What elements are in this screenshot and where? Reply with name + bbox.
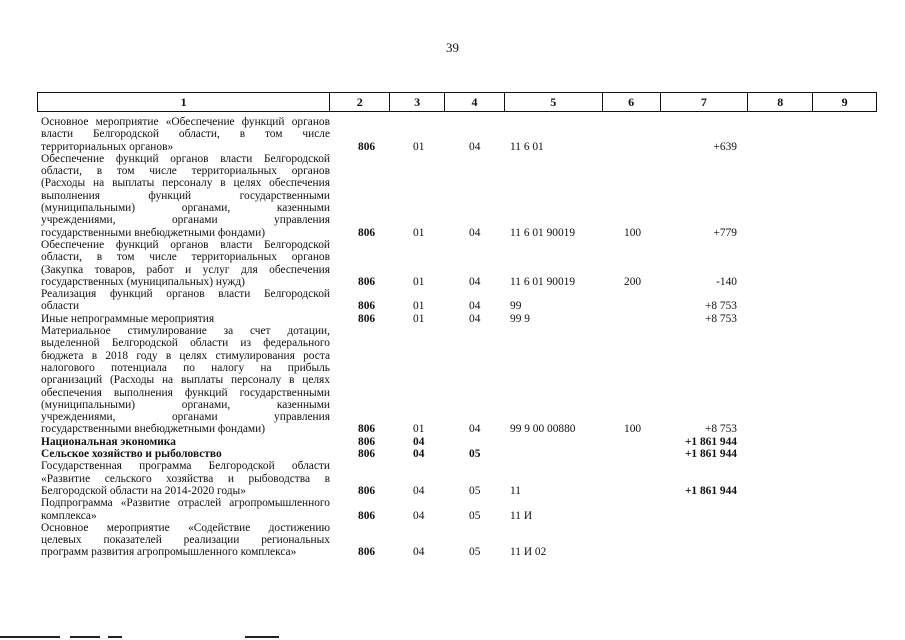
cell-c2: 806 — [358, 448, 376, 461]
description-line: (муниципальными) органами, казенными — [41, 398, 330, 411]
description-line: организаций (Расходы на выплаты персоналу в целях — [41, 374, 330, 387]
scan-artifact — [0, 636, 60, 638]
page-number: 39 — [446, 40, 459, 55]
description-line: Реализация функций органов власти Белгородской — [41, 288, 330, 301]
cell-c7: +1 861 944 — [684, 484, 737, 497]
description-line: выделенной Белгородской области из федерального — [41, 337, 330, 350]
description-line: Материальное стимулирование за счет дотации, — [41, 325, 330, 338]
cell-c3: 04 — [413, 484, 425, 497]
table-row — [0, 497, 905, 522]
description-line: (муниципальными) органами, казенными — [41, 202, 330, 215]
description-line: области — [41, 300, 80, 313]
table-row — [0, 522, 905, 559]
cell-c7: +1 861 944 — [684, 435, 737, 448]
description-line: территориальных органов» — [41, 140, 174, 153]
table-header — [37, 92, 877, 112]
cell-c5: 11 — [510, 484, 521, 497]
cell-c3: 01 — [413, 275, 425, 288]
description-line: Обеспечение функций органов власти Белгородской — [41, 238, 330, 251]
description-line: выполнения функций государственными — [41, 189, 330, 202]
header-col-3: 3 — [390, 93, 445, 111]
description-line: Сельское хозяйство и рыболовство — [41, 448, 222, 461]
description-line: области, в том числе территориальных органов — [41, 165, 330, 178]
cell-c5: 99 — [510, 300, 522, 313]
table-body — [0, 116, 905, 559]
cell-c4: 05 — [469, 448, 481, 461]
description-line: Основное мероприятие «Содействие достижению — [41, 521, 330, 534]
cell-c7: +1 861 944 — [684, 448, 737, 461]
description-line: бюджета в 2018 году в целях стимулирования роста — [41, 349, 330, 362]
description-line: Белгородской области на 2014-2020 годы» — [41, 484, 246, 497]
table-row — [0, 436, 905, 448]
header-col-1: 1 — [38, 93, 330, 111]
cell-c5: 11 И 02 — [510, 546, 547, 559]
cell-c5: 99 9 00 00880 — [510, 423, 576, 436]
table-row — [0, 153, 905, 239]
scan-artifact — [245, 636, 279, 638]
cell-c7: -140 — [716, 275, 737, 288]
cell-c4: 04 — [469, 226, 481, 239]
cell-c7: +8 753 — [704, 300, 737, 313]
header-col-2: 2 — [330, 93, 390, 111]
cell-c4: 04 — [469, 423, 481, 436]
description-line: целевых показателей реализации региональных — [41, 534, 330, 547]
cell-c2: 806 — [358, 226, 376, 239]
description-line: (Закупка товаров, работ и услуг для обеспечения — [41, 263, 330, 276]
cell-c5: 11 6 01 90019 — [510, 226, 576, 239]
row-description — [41, 448, 330, 460]
description-line: Подпрограмма «Развитие отраслей агропромышленного — [41, 497, 330, 510]
row-description — [41, 116, 330, 153]
description-line: Государственная программа Белгородской области — [41, 460, 330, 473]
cell-c3: 01 — [413, 140, 425, 153]
row-description — [41, 239, 330, 288]
description-line: программ развития агропромышленного комплекса» — [41, 546, 297, 559]
cell-c2: 806 — [358, 509, 376, 522]
cell-c7: +779 — [713, 226, 737, 239]
description-line: области, в том числе территориальных органов — [41, 251, 330, 264]
cell-c2: 806 — [358, 140, 376, 153]
description-line: учреждениями, органами управления — [41, 411, 330, 424]
header-col-4: 4 — [445, 93, 505, 111]
description-line: комплекса» — [41, 509, 97, 522]
cell-c4: 04 — [469, 275, 481, 288]
cell-c4: 05 — [469, 546, 481, 559]
table-row — [0, 239, 905, 288]
table-row — [0, 448, 905, 460]
cell-c3: 01 — [413, 300, 425, 313]
cell-c3: 04 — [413, 435, 425, 448]
cell-c6: 200 — [624, 275, 642, 288]
cell-c2: 806 — [358, 300, 376, 313]
cell-c2: 806 — [358, 275, 376, 288]
cell-c4: 04 — [469, 300, 481, 313]
description-line: Иные непрограммные мероприятия — [41, 312, 215, 325]
cell-c4: 04 — [469, 312, 481, 325]
description-line: Национальная экономика — [41, 435, 176, 448]
cell-c7: +8 753 — [704, 423, 737, 436]
cell-c2: 806 — [358, 484, 376, 497]
row-description — [41, 522, 330, 559]
cell-c6: 100 — [624, 423, 642, 436]
cell-c2: 806 — [358, 312, 376, 325]
cell-c4: 05 — [469, 484, 481, 497]
description-line: государственными внебюджетными фондами) — [41, 423, 266, 436]
cell-c4: 04 — [469, 140, 481, 153]
scan-artifact — [108, 636, 122, 638]
row-description — [41, 313, 330, 325]
table-row — [0, 325, 905, 436]
row-description — [41, 153, 330, 239]
table-row — [0, 460, 905, 497]
cell-c3: 01 — [413, 312, 425, 325]
cell-c2: 806 — [358, 423, 376, 436]
header-col-5: 5 — [505, 93, 603, 111]
description-line: (Расходы на выплаты персоналу в целях обеспечения — [41, 177, 330, 190]
row-description — [41, 436, 330, 448]
description-line: обеспечения выполнения функций государственными — [41, 386, 330, 399]
table-row — [0, 288, 905, 313]
description-line: государственными внебюджетными фондами) — [41, 226, 266, 239]
header-col-8: 8 — [748, 93, 813, 111]
cell-c2: 806 — [358, 435, 376, 448]
cell-c7: +8 753 — [704, 312, 737, 325]
cell-c5: 11 И — [510, 509, 533, 522]
description-line: Обеспечение функций органов власти Белгородской — [41, 152, 330, 165]
cell-c3: 01 — [413, 423, 425, 436]
cell-c5: 11 6 01 90019 — [510, 275, 576, 288]
description-line: учреждениями, органами управления — [41, 214, 330, 227]
cell-c3: 04 — [413, 546, 425, 559]
description-line: налогового потенциала по налогу на прибыль — [41, 361, 330, 374]
cell-c6: 100 — [624, 226, 642, 239]
cell-c7: +639 — [713, 140, 737, 153]
cell-c4: 05 — [469, 509, 481, 522]
table-row — [0, 313, 905, 325]
header-col-9: 9 — [841, 94, 848, 109]
cell-c2: 806 — [358, 546, 376, 559]
cell-c5: 11 6 01 — [510, 140, 544, 153]
description-line: «Развитие сельского хозяйства и рыбоводства в — [41, 472, 330, 485]
row-description — [41, 460, 330, 497]
cell-c3: 04 — [413, 448, 425, 461]
row-description — [41, 288, 330, 313]
description-line: власти Белгородской области, в том числе — [41, 128, 330, 141]
cell-c5: 99 9 — [510, 312, 530, 325]
description-line: государственных (муниципальных) нужд) — [41, 275, 245, 288]
row-description — [41, 325, 330, 436]
cell-c3: 01 — [413, 226, 425, 239]
description-line: Основное мероприятие «Обеспечение функций органов — [41, 116, 330, 128]
row-description — [41, 497, 330, 522]
cell-c3: 04 — [413, 509, 425, 522]
header-col-6: 6 — [603, 93, 661, 111]
scan-artifact — [70, 636, 100, 638]
header-col-7: 7 — [661, 93, 749, 111]
table-row — [0, 116, 905, 153]
